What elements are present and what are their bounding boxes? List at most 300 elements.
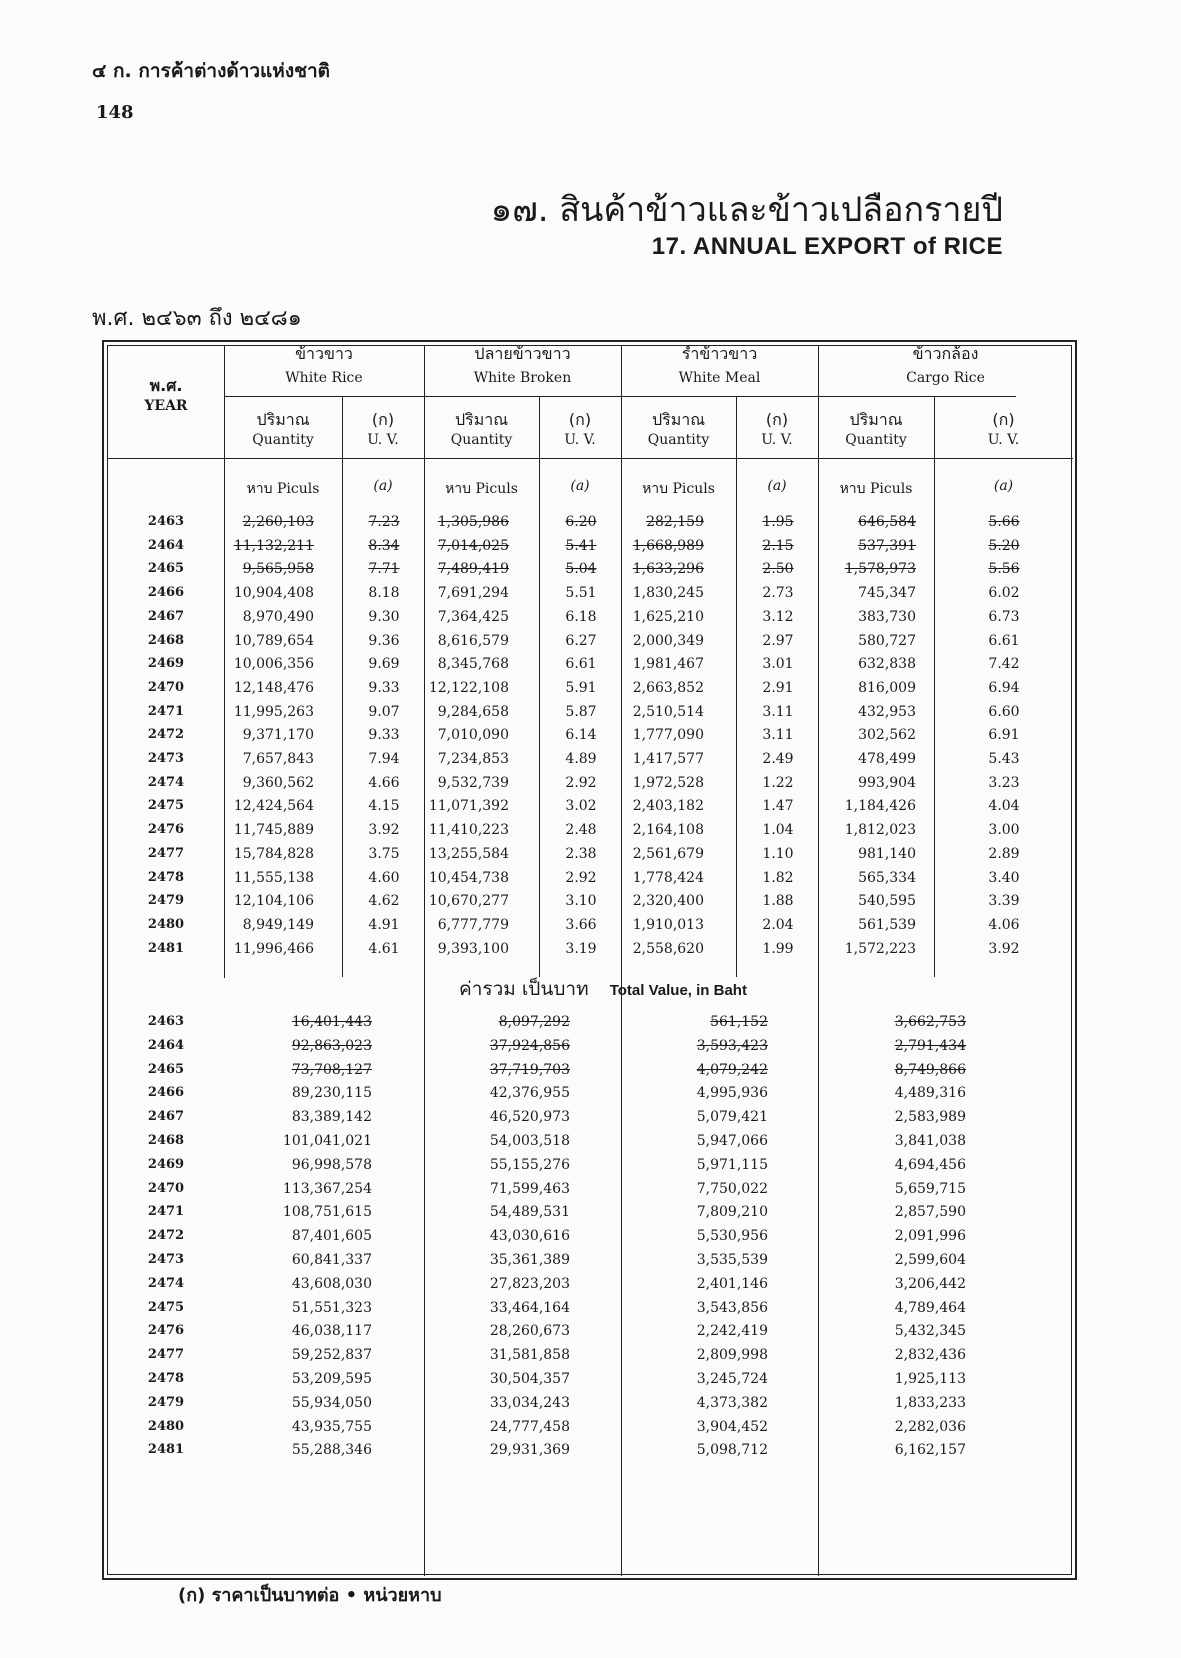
white-meal-qty: 2,558,620 bbox=[632, 940, 704, 957]
cargo-rice-value: 3,206,442 bbox=[894, 1275, 966, 1292]
white-rice-value: 108,751,615 bbox=[282, 1204, 372, 1221]
cargo-rice-value: 8,749,866 bbox=[894, 1061, 966, 1078]
white-rice-qty: 11,745,889 bbox=[233, 822, 314, 839]
white-meal-qty: 1,778,424 bbox=[632, 869, 704, 886]
year-range: พ.ศ. ๒๔๖๓ ถึง ๒๔๘๑ bbox=[92, 306, 302, 331]
white-meal-uv: 1.95 bbox=[762, 514, 794, 530]
qty-header-thai: ปริมาณ bbox=[849, 410, 903, 429]
year-cell: 2463 bbox=[147, 514, 185, 529]
white-broken-qty: 7,489,419 bbox=[437, 561, 509, 578]
white-meal-header-en: White Meal bbox=[678, 370, 761, 386]
white-rice-value: 55,934,050 bbox=[291, 1394, 372, 1411]
white-broken-value: 54,489,531 bbox=[489, 1204, 570, 1221]
white-meal-uv: 2.04 bbox=[762, 916, 794, 933]
white-broken-value: 54,003,518 bbox=[489, 1133, 570, 1149]
cargo-rice-uv: 5.43 bbox=[988, 751, 1020, 767]
white-meal-value: 3,245,724 bbox=[696, 1371, 768, 1387]
white-meal-value: 4,079,242 bbox=[696, 1061, 768, 1078]
cargo-rice-qty: 432,953 bbox=[858, 703, 916, 720]
year-cell: 2479 bbox=[147, 893, 185, 909]
white-meal-qty: 2,164,108 bbox=[632, 822, 704, 839]
year-cell: 2481 bbox=[147, 940, 185, 956]
white-meal-value: 2,242,419 bbox=[696, 1323, 768, 1340]
white-broken-uv: 6.14 bbox=[565, 727, 597, 744]
white-broken-value: 71,599,463 bbox=[489, 1180, 570, 1197]
cargo-rice-value: 5,432,345 bbox=[894, 1323, 966, 1340]
white-rice-uv: 4.91 bbox=[368, 916, 400, 933]
cargo-rice-value: 2,599,604 bbox=[894, 1252, 966, 1268]
white-broken-qty: 7,234,853 bbox=[437, 751, 509, 767]
white-meal-value: 2,401,146 bbox=[696, 1275, 768, 1292]
white-meal-uv: 1.22 bbox=[762, 774, 794, 791]
white-broken-qty: 6,777,779 bbox=[437, 916, 509, 933]
white-rice-uv: 9.69 bbox=[368, 656, 400, 673]
white-broken-qty: 13,255,584 bbox=[428, 845, 509, 862]
white-rice-value: 89,230,115 bbox=[291, 1085, 372, 1102]
year-cell: 2480 bbox=[147, 916, 185, 932]
section-header: ๔ ก. การค้าต่างด้าวแห่งชาติ bbox=[92, 60, 331, 82]
cargo-rice-uv: 6.60 bbox=[988, 703, 1020, 720]
year-cell: 2473 bbox=[147, 1252, 185, 1267]
white-broken-value: 8,097,292 bbox=[498, 1014, 570, 1030]
footnote: (ก) ราคาเป็นบาทต่อ • หน่วยหาบ bbox=[178, 1585, 442, 1606]
white-broken-header-thai: ปลายข้าวขาว bbox=[474, 344, 571, 363]
cargo-rice-uv: 5.20 bbox=[988, 537, 1020, 554]
white-rice-value: 73,708,127 bbox=[291, 1061, 372, 1078]
uv-unit-label: (a) bbox=[993, 478, 1014, 494]
white-broken-uv: 4.89 bbox=[565, 751, 597, 767]
white-rice-uv: 7.23 bbox=[368, 514, 400, 530]
white-meal-uv: 2.50 bbox=[762, 561, 794, 578]
cargo-rice-value: 2,091,996 bbox=[894, 1228, 966, 1245]
white-meal-value: 5,098,712 bbox=[696, 1442, 768, 1459]
white-meal-uv: 2.49 bbox=[762, 751, 794, 767]
white-broken-uv: 5.04 bbox=[565, 561, 597, 578]
unit-label: หาบ Piculs bbox=[246, 481, 320, 497]
cargo-rice-uv: 6.91 bbox=[988, 727, 1020, 744]
white-rice-value: 16,401,443 bbox=[291, 1014, 372, 1030]
white-meal-qty: 1,830,245 bbox=[632, 585, 704, 602]
white-rice-uv: 4.61 bbox=[368, 940, 400, 957]
year-cell: 2470 bbox=[147, 1180, 185, 1196]
cargo-rice-value: 2,282,036 bbox=[894, 1418, 966, 1435]
cargo-rice-uv: 4.06 bbox=[988, 916, 1020, 933]
white-broken-value: 37,719,703 bbox=[489, 1061, 570, 1078]
year-cell: 2467 bbox=[147, 1109, 185, 1125]
cargo-rice-uv: 3.92 bbox=[988, 940, 1020, 957]
white-broken-uv: 6.18 bbox=[565, 608, 597, 625]
white-broken-qty: 12,122,108 bbox=[428, 679, 509, 696]
white-broken-uv: 5.91 bbox=[565, 679, 597, 696]
white-meal-uv: 3.01 bbox=[762, 656, 794, 673]
white-rice-uv: 9.33 bbox=[368, 679, 400, 696]
year-cell: 2465 bbox=[147, 1061, 185, 1077]
white-broken-value: 42,376,955 bbox=[489, 1085, 570, 1102]
year-cell: 2474 bbox=[147, 1275, 185, 1291]
white-rice-qty: 8,970,490 bbox=[242, 608, 314, 625]
year-cell: 2464 bbox=[147, 537, 185, 553]
white-broken-value: 43,030,616 bbox=[489, 1228, 570, 1245]
white-rice-uv: 9.30 bbox=[368, 608, 400, 625]
white-broken-qty: 9,532,739 bbox=[437, 774, 509, 791]
white-rice-value: 51,551,323 bbox=[291, 1299, 372, 1316]
year-cell: 2480 bbox=[147, 1418, 185, 1434]
white-meal-value: 2,809,998 bbox=[696, 1347, 768, 1364]
white-rice-value: 92,863,023 bbox=[291, 1037, 372, 1054]
white-meal-value: 5,079,421 bbox=[696, 1109, 768, 1126]
year-header-en: YEAR bbox=[144, 398, 188, 414]
cargo-rice-qty: 981,140 bbox=[858, 845, 916, 862]
white-rice-qty: 11,555,138 bbox=[233, 869, 314, 886]
white-broken-uv: 5.87 bbox=[565, 703, 597, 720]
cargo-rice-qty: 565,334 bbox=[858, 869, 916, 886]
white-rice-qty: 11,132,211 bbox=[233, 537, 314, 554]
white-meal-value: 5,530,956 bbox=[696, 1228, 768, 1245]
qty-header-en: Quantity bbox=[450, 432, 513, 448]
white-broken-uv: 3.66 bbox=[565, 916, 597, 933]
cargo-rice-uv: 4.04 bbox=[988, 798, 1020, 815]
year-cell: 2463 bbox=[147, 1014, 185, 1029]
uv-header-en: U. V. bbox=[761, 432, 793, 448]
white-rice-value: 87,401,605 bbox=[291, 1228, 372, 1245]
white-meal-qty: 2,561,679 bbox=[632, 845, 704, 862]
white-rice-uv: 9.07 bbox=[368, 703, 400, 720]
white-rice-qty: 12,148,476 bbox=[233, 679, 314, 696]
year-cell: 2477 bbox=[147, 845, 185, 861]
cargo-rice-qty: 478,499 bbox=[858, 751, 916, 767]
white-broken-value: 29,931,369 bbox=[489, 1442, 570, 1459]
white-rice-header-en: White Rice bbox=[285, 370, 363, 386]
white-rice-qty: 7,657,843 bbox=[242, 751, 314, 767]
cargo-rice-uv: 6.94 bbox=[988, 679, 1020, 696]
year-cell: 2476 bbox=[147, 822, 185, 838]
white-rice-qty: 11,995,263 bbox=[233, 703, 314, 720]
year-cell: 2467 bbox=[147, 608, 185, 624]
white-meal-uv: 3.11 bbox=[762, 703, 794, 720]
white-meal-qty: 1,417,577 bbox=[632, 751, 704, 767]
white-broken-qty: 8,345,768 bbox=[437, 656, 509, 673]
cargo-rice-qty: 993,904 bbox=[858, 774, 916, 791]
year-cell: 2478 bbox=[147, 869, 185, 885]
cargo-rice-qty: 632,838 bbox=[858, 656, 916, 673]
cargo-rice-qty: 302,562 bbox=[858, 727, 916, 744]
cargo-rice-qty: 540,595 bbox=[858, 893, 916, 910]
white-broken-uv: 2.48 bbox=[565, 822, 597, 839]
white-rice-qty: 11,996,466 bbox=[233, 940, 314, 957]
year-cell: 2469 bbox=[147, 1156, 185, 1172]
white-broken-uv: 2.38 bbox=[565, 845, 597, 862]
white-meal-uv: 3.12 bbox=[762, 608, 794, 625]
white-broken-qty: 1,305,986 bbox=[437, 514, 509, 530]
white-meal-qty: 1,633,296 bbox=[632, 561, 704, 578]
value-section-title-en: Total Value, in Baht bbox=[609, 982, 747, 999]
year-cell: 2478 bbox=[147, 1371, 185, 1386]
year-cell: 2479 bbox=[147, 1394, 185, 1410]
cargo-rice-header-thai: ข้าวกล้อง bbox=[912, 344, 979, 363]
white-rice-qty: 10,904,408 bbox=[233, 585, 314, 602]
year-cell: 2474 bbox=[147, 774, 185, 790]
white-rice-uv: 9.33 bbox=[368, 727, 400, 744]
white-rice-value: 53,209,595 bbox=[291, 1371, 372, 1387]
white-broken-value: 27,823,203 bbox=[489, 1275, 570, 1292]
year-cell: 2464 bbox=[147, 1037, 185, 1053]
white-meal-qty: 2,663,852 bbox=[632, 679, 704, 696]
white-rice-qty: 9,565,958 bbox=[242, 561, 314, 578]
white-rice-value: 43,935,755 bbox=[291, 1418, 372, 1435]
page-number: 148 bbox=[96, 102, 134, 123]
white-meal-value: 5,947,066 bbox=[696, 1133, 768, 1149]
year-cell: 2470 bbox=[147, 679, 185, 695]
white-rice-uv: 4.15 bbox=[368, 798, 400, 815]
cargo-rice-value: 2,832,436 bbox=[894, 1347, 966, 1364]
white-meal-uv: 1.10 bbox=[762, 845, 794, 862]
uv-header-thai: (ก) bbox=[371, 410, 395, 429]
white-broken-uv: 6.27 bbox=[565, 632, 597, 649]
cargo-rice-value: 2,583,989 bbox=[894, 1109, 966, 1126]
white-rice-qty: 12,424,564 bbox=[233, 798, 314, 815]
white-broken-value: 33,034,243 bbox=[489, 1394, 570, 1411]
uv-header-en: U. V. bbox=[987, 432, 1020, 448]
white-broken-header-en: White Broken bbox=[473, 370, 572, 386]
white-broken-value: 46,520,973 bbox=[489, 1109, 570, 1126]
white-meal-value: 3,535,539 bbox=[696, 1252, 768, 1268]
cargo-rice-value: 3,841,038 bbox=[894, 1133, 966, 1149]
uv-header-en: U. V. bbox=[367, 432, 399, 448]
white-meal-value: 3,904,452 bbox=[696, 1418, 768, 1435]
white-meal-qty: 282,159 bbox=[646, 514, 704, 530]
white-broken-value: 30,504,357 bbox=[489, 1371, 570, 1387]
year-cell: 2475 bbox=[147, 1299, 185, 1315]
uv-unit-label: (a) bbox=[570, 478, 590, 494]
white-meal-qty: 1,777,090 bbox=[632, 727, 704, 744]
white-meal-uv: 1.47 bbox=[762, 798, 794, 815]
unit-label: หาบ Piculs bbox=[445, 481, 518, 497]
white-broken-qty: 10,454,738 bbox=[428, 869, 509, 886]
year-cell: 2468 bbox=[147, 632, 185, 648]
white-rice-uv: 8.34 bbox=[368, 537, 400, 554]
cargo-rice-value: 4,489,316 bbox=[894, 1085, 966, 1102]
white-broken-qty: 9,284,658 bbox=[437, 703, 509, 720]
value-section-title bbox=[459, 974, 747, 1004]
white-meal-qty: 2,403,182 bbox=[632, 798, 704, 815]
white-meal-value: 3,593,423 bbox=[696, 1037, 768, 1054]
white-broken-value: 55,155,276 bbox=[489, 1156, 570, 1173]
white-meal-qty: 2,510,514 bbox=[632, 703, 704, 720]
white-rice-value: 55,288,346 bbox=[291, 1442, 372, 1459]
table-title-thai: ๑๗. สินค้าข้าวและข้าวเปลือกรายปี bbox=[490, 190, 1003, 230]
white-rice-qty: 9,371,170 bbox=[242, 727, 314, 744]
white-broken-qty: 10,670,277 bbox=[428, 893, 509, 910]
white-broken-value: 37,924,856 bbox=[489, 1037, 570, 1054]
white-broken-value: 28,260,673 bbox=[489, 1323, 570, 1340]
white-meal-uv: 2.15 bbox=[762, 537, 794, 554]
cargo-rice-value: 2,791,434 bbox=[894, 1037, 966, 1054]
rice-export-table bbox=[102, 340, 1077, 1580]
white-broken-value: 31,581,858 bbox=[489, 1347, 570, 1364]
cargo-rice-qty: 745,347 bbox=[858, 585, 916, 602]
white-rice-qty: 9,360,562 bbox=[242, 774, 314, 791]
white-rice-qty: 2,260,103 bbox=[242, 514, 314, 530]
white-rice-uv: 4.62 bbox=[368, 893, 400, 910]
qty-header-thai: ปริมาณ bbox=[454, 410, 509, 429]
white-broken-uv: 5.41 bbox=[565, 537, 597, 554]
white-broken-value: 33,464,164 bbox=[489, 1299, 570, 1316]
white-broken-qty: 11,410,223 bbox=[428, 822, 509, 839]
uv-header-thai: (ก) bbox=[568, 410, 592, 429]
white-meal-qty: 1,910,013 bbox=[632, 916, 704, 933]
white-rice-uv: 4.66 bbox=[368, 774, 400, 791]
white-broken-uv: 3.19 bbox=[565, 940, 597, 957]
cargo-rice-value: 2,857,590 bbox=[894, 1204, 966, 1221]
year-cell: 2471 bbox=[147, 1204, 185, 1220]
cargo-rice-value: 6,162,157 bbox=[894, 1442, 966, 1459]
white-broken-qty: 7,010,090 bbox=[437, 727, 509, 744]
value-section-title-thai: ค่ารวม เป็นบาท bbox=[459, 978, 589, 1000]
year-cell: 2472 bbox=[147, 727, 185, 743]
white-meal-value: 5,971,115 bbox=[696, 1156, 768, 1173]
cargo-rice-uv: 3.00 bbox=[988, 822, 1020, 839]
cargo-rice-qty: 1,572,223 bbox=[844, 940, 916, 957]
qty-header-en: Quantity bbox=[647, 432, 710, 448]
white-rice-header-thai: ข้าวขาว bbox=[295, 344, 353, 363]
white-broken-uv: 2.92 bbox=[565, 869, 597, 886]
cargo-rice-uv: 3.23 bbox=[988, 774, 1020, 791]
year-cell: 2468 bbox=[147, 1133, 185, 1148]
white-broken-uv: 2.92 bbox=[565, 774, 597, 791]
cargo-rice-uv: 6.61 bbox=[988, 632, 1020, 649]
white-rice-value: 59,252,837 bbox=[291, 1347, 372, 1364]
cargo-rice-value: 4,694,456 bbox=[894, 1156, 966, 1173]
white-meal-uv: 1.04 bbox=[762, 822, 794, 839]
white-rice-uv: 3.92 bbox=[368, 822, 400, 839]
cargo-rice-qty: 1,578,973 bbox=[844, 561, 916, 578]
cargo-rice-uv: 3.39 bbox=[988, 893, 1020, 910]
white-rice-uv: 3.75 bbox=[368, 845, 400, 862]
white-broken-value: 35,361,389 bbox=[489, 1252, 570, 1268]
cargo-rice-value: 3,662,753 bbox=[894, 1014, 966, 1030]
white-broken-uv: 5.51 bbox=[565, 585, 597, 602]
cargo-rice-qty: 646,584 bbox=[858, 514, 916, 530]
white-broken-qty: 7,691,294 bbox=[437, 585, 509, 602]
uv-unit-label: (a) bbox=[767, 478, 787, 494]
white-rice-uv: 9.36 bbox=[368, 632, 400, 649]
white-broken-uv: 3.10 bbox=[565, 893, 597, 910]
white-rice-qty: 10,789,654 bbox=[233, 632, 314, 649]
white-rice-value: 83,389,142 bbox=[291, 1109, 372, 1126]
white-meal-value: 4,373,382 bbox=[696, 1394, 768, 1411]
white-rice-qty: 15,784,828 bbox=[233, 845, 314, 862]
cargo-rice-uv: 7.42 bbox=[988, 656, 1020, 673]
white-broken-uv: 3.02 bbox=[565, 798, 597, 815]
white-meal-qty: 2,320,400 bbox=[632, 893, 704, 910]
white-meal-value: 4,995,936 bbox=[696, 1085, 768, 1102]
year-cell: 2471 bbox=[147, 703, 185, 719]
cargo-rice-uv: 6.73 bbox=[988, 608, 1020, 625]
uv-header-thai: (ก) bbox=[765, 410, 789, 429]
year-cell: 2481 bbox=[147, 1442, 185, 1458]
white-meal-uv: 3.11 bbox=[762, 727, 794, 744]
year-cell: 2472 bbox=[147, 1228, 185, 1244]
white-broken-qty: 7,014,025 bbox=[437, 537, 509, 554]
white-meal-qty: 1,981,467 bbox=[632, 656, 704, 673]
white-rice-qty: 12,104,106 bbox=[233, 893, 314, 910]
uv-header-thai: (ก) bbox=[992, 410, 1015, 429]
cargo-rice-qty: 1,812,023 bbox=[844, 822, 916, 839]
cargo-rice-qty: 816,009 bbox=[858, 679, 916, 696]
white-meal-value: 561,152 bbox=[710, 1014, 768, 1030]
year-cell: 2469 bbox=[147, 656, 185, 672]
white-meal-uv: 2.91 bbox=[762, 679, 794, 696]
white-meal-value: 7,809,210 bbox=[696, 1204, 768, 1221]
cargo-rice-header-en: Cargo Rice bbox=[906, 370, 985, 386]
uv-unit-label: (a) bbox=[373, 478, 393, 494]
cargo-rice-value: 5,659,715 bbox=[894, 1180, 966, 1197]
white-meal-qty: 1,625,210 bbox=[632, 608, 704, 625]
white-rice-qty: 10,006,356 bbox=[233, 656, 314, 673]
cargo-rice-qty: 561,539 bbox=[858, 916, 916, 933]
year-cell: 2476 bbox=[147, 1323, 185, 1339]
white-meal-uv: 1.82 bbox=[762, 869, 794, 886]
white-broken-qty: 9,393,100 bbox=[437, 940, 509, 957]
cargo-rice-uv: 3.40 bbox=[988, 869, 1020, 886]
unit-label: หาบ Piculs bbox=[642, 481, 715, 497]
cargo-rice-qty: 537,391 bbox=[858, 537, 916, 554]
white-broken-qty: 8,616,579 bbox=[437, 632, 509, 649]
qty-header-thai: ปริมาณ bbox=[651, 410, 706, 429]
white-meal-uv: 2.97 bbox=[762, 632, 794, 649]
white-rice-uv: 7.94 bbox=[368, 751, 400, 767]
white-meal-uv: 1.88 bbox=[762, 893, 794, 910]
white-rice-qty: 8,949,149 bbox=[242, 916, 314, 933]
cargo-rice-qty: 383,730 bbox=[858, 608, 916, 625]
year-cell: 2473 bbox=[147, 751, 185, 766]
white-rice-value: 101,041,021 bbox=[282, 1133, 372, 1149]
cargo-rice-qty: 580,727 bbox=[858, 632, 916, 649]
cargo-rice-value: 1,833,233 bbox=[894, 1394, 966, 1411]
white-broken-qty: 7,364,425 bbox=[437, 608, 509, 625]
white-rice-value: 113,367,254 bbox=[282, 1180, 372, 1197]
white-meal-qty: 1,668,989 bbox=[632, 537, 704, 554]
unit-label: หาบ Piculs bbox=[839, 481, 913, 497]
white-rice-uv: 7.71 bbox=[368, 561, 400, 578]
uv-header-en: U. V. bbox=[564, 432, 596, 448]
year-header-thai: พ.ศ. bbox=[149, 376, 183, 395]
table-title-english: 17. ANNUAL EXPORT of RICE bbox=[651, 233, 1003, 260]
year-cell: 2466 bbox=[147, 585, 185, 601]
cargo-rice-uv: 5.56 bbox=[988, 561, 1020, 578]
white-rice-value: 96,998,578 bbox=[291, 1156, 372, 1173]
white-rice-value: 43,608,030 bbox=[291, 1275, 372, 1292]
white-rice-value: 60,841,337 bbox=[291, 1252, 372, 1268]
white-meal-uv: 1.99 bbox=[762, 940, 794, 957]
white-meal-qty: 2,000,349 bbox=[632, 632, 704, 649]
year-cell: 2465 bbox=[147, 561, 185, 577]
year-cell: 2477 bbox=[147, 1347, 185, 1363]
year-cell: 2475 bbox=[147, 798, 185, 814]
cargo-rice-value: 1,925,113 bbox=[894, 1371, 966, 1387]
white-broken-uv: 6.20 bbox=[565, 514, 597, 530]
cargo-rice-uv: 2.89 bbox=[988, 845, 1020, 862]
cargo-rice-value: 4,789,464 bbox=[894, 1299, 966, 1316]
white-broken-value: 24,777,458 bbox=[489, 1418, 570, 1435]
white-broken-uv: 6.61 bbox=[565, 656, 597, 673]
white-meal-value: 3,543,856 bbox=[696, 1299, 768, 1316]
white-meal-qty: 1,972,528 bbox=[632, 774, 704, 791]
white-rice-uv: 4.60 bbox=[368, 869, 400, 886]
qty-header-thai: ปริมาณ bbox=[256, 410, 310, 429]
qty-header-en: Quantity bbox=[845, 432, 907, 448]
year-cell: 2466 bbox=[147, 1085, 185, 1101]
